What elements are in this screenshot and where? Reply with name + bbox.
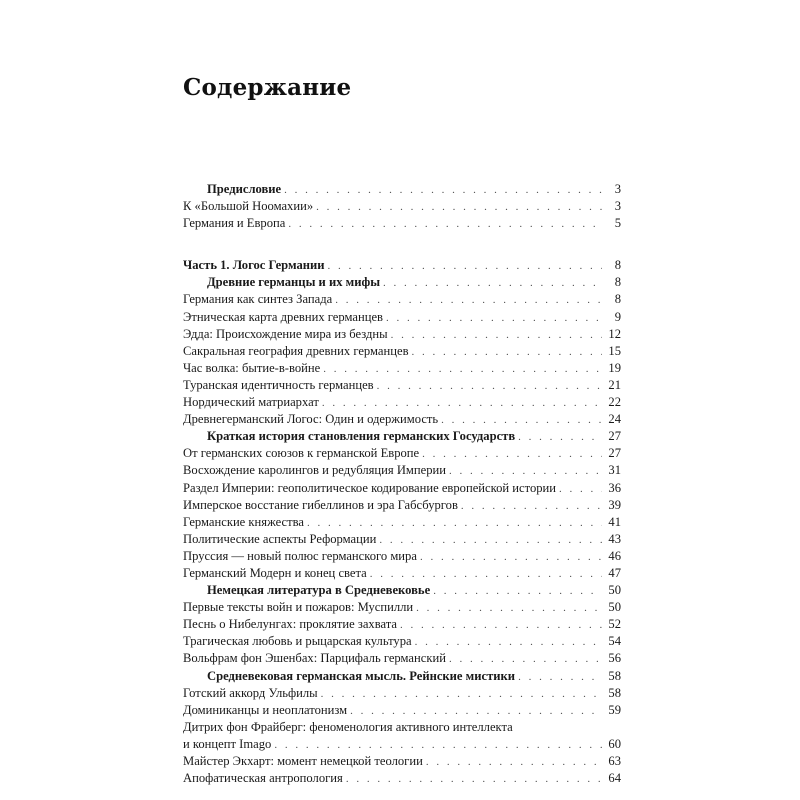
toc-entry[interactable] bbox=[183, 753, 621, 770]
dot-leader bbox=[416, 600, 602, 617]
dot-leader bbox=[415, 634, 602, 651]
dot-leader bbox=[400, 617, 602, 634]
toc-entry-label: От германских союзов к германской Европе bbox=[183, 446, 420, 461]
toc-entry-label: К «Большой Ноомахии» bbox=[183, 199, 314, 214]
toc-entry-label: Готский аккорд Ульфилы bbox=[183, 685, 318, 700]
toc-entry-label: Дитрих фон Фрайберг: феноменология активного интеллекта bbox=[183, 719, 513, 734]
toc-entry-label: Вольфрам фон Эшенбах: Парцифаль германский bbox=[183, 651, 446, 666]
dot-leader bbox=[386, 310, 602, 327]
toc-entry[interactable] bbox=[183, 497, 621, 514]
dot-leader bbox=[346, 771, 602, 788]
toc-page-number: 3 bbox=[614, 182, 621, 196]
dot-leader bbox=[377, 378, 602, 395]
toc-entry-label: Германия как синтез Запада bbox=[183, 292, 333, 307]
toc-entry-label: Краткая история становления германских Государств bbox=[207, 429, 516, 444]
dot-leader bbox=[284, 182, 602, 199]
dot-leader bbox=[328, 258, 602, 275]
toc-page-number: 8 bbox=[614, 275, 621, 290]
toc-page-number: 36 bbox=[608, 480, 621, 495]
toc-section-heading[interactable] bbox=[183, 668, 621, 685]
toc-entry-label: Туранская идентичность германцев bbox=[183, 377, 374, 392]
toc-page-number: 43 bbox=[608, 531, 621, 546]
toc-entry-wrapped-line-1[interactable] bbox=[183, 719, 621, 736]
dot-leader bbox=[559, 481, 602, 498]
toc-entry[interactable] bbox=[183, 198, 621, 215]
toc-entry-label: Древние германцы и их мифы bbox=[207, 275, 381, 290]
toc-entry-label: Предисловие bbox=[207, 182, 282, 196]
toc-section-heading[interactable] bbox=[183, 582, 621, 599]
toc-page-number: 59 bbox=[608, 702, 621, 717]
toc-entry[interactable] bbox=[183, 291, 621, 308]
toc-entry-label: Пруссия — новый полюс германского мира bbox=[183, 548, 417, 563]
dot-leader bbox=[449, 651, 602, 668]
toc-entry-label: Сакральная география древних германцев bbox=[183, 343, 409, 358]
toc-entry-wrapped-line-2[interactable] bbox=[183, 736, 621, 753]
dot-leader bbox=[518, 669, 602, 686]
toc-page-number: 63 bbox=[608, 754, 621, 768]
toc-entry-label: Германские княжества bbox=[183, 514, 304, 529]
toc-part-heading[interactable] bbox=[183, 257, 621, 274]
toc-entry-label: Германский Модерн и конец света bbox=[183, 565, 367, 580]
toc-page-number: 41 bbox=[608, 514, 621, 529]
toc-entry[interactable] bbox=[183, 599, 621, 616]
toc-page-number: 58 bbox=[608, 668, 621, 683]
dot-leader bbox=[322, 395, 602, 412]
toc-page-number: 47 bbox=[608, 565, 621, 580]
toc-entry[interactable] bbox=[183, 215, 621, 232]
toc-entry[interactable] bbox=[183, 770, 621, 787]
toc-page-number: 27 bbox=[608, 446, 621, 461]
toc-intro-block bbox=[183, 181, 621, 232]
toc-page-number: 21 bbox=[608, 377, 621, 392]
toc-entry-label: Германия и Европа bbox=[183, 216, 286, 231]
toc-page-number: 31 bbox=[608, 463, 621, 478]
toc-page-number: 9 bbox=[614, 309, 621, 324]
toc-entry[interactable] bbox=[183, 445, 621, 462]
toc-entry[interactable] bbox=[183, 360, 621, 377]
toc-entry[interactable] bbox=[183, 565, 621, 582]
dot-leader bbox=[433, 583, 602, 600]
toc-page-number: 52 bbox=[608, 617, 621, 632]
toc-page-number: 8 bbox=[614, 258, 621, 273]
dot-leader bbox=[335, 292, 602, 309]
dot-leader bbox=[441, 412, 602, 429]
toc-page-number: 8 bbox=[614, 292, 621, 307]
toc-page-number: 19 bbox=[608, 360, 621, 375]
toc-entry-label: Древнегерманский Логос: Один и одержимость bbox=[183, 412, 439, 427]
toc-entry-label: Политические аспекты Реформации bbox=[183, 531, 377, 546]
toc-entry[interactable] bbox=[183, 514, 621, 531]
toc-entry[interactable] bbox=[183, 462, 621, 479]
dot-leader bbox=[412, 344, 602, 361]
dot-leader bbox=[420, 549, 602, 566]
dot-leader bbox=[391, 327, 602, 344]
toc-page-number: 12 bbox=[608, 326, 621, 341]
toc-entry[interactable] bbox=[183, 480, 621, 497]
toc-entry-label: и концепт Imago bbox=[183, 736, 272, 751]
toc-page-number: 58 bbox=[608, 685, 621, 700]
dot-leader bbox=[449, 463, 602, 480]
toc-entry-label: Первые тексты войн и пожаров: Муспилли bbox=[183, 600, 414, 615]
page-title: Содержание bbox=[183, 74, 352, 101]
toc-entry[interactable] bbox=[183, 548, 621, 565]
toc-page-number: 60 bbox=[608, 736, 621, 751]
dot-leader bbox=[383, 275, 602, 292]
toc-entry[interactable] bbox=[183, 616, 621, 633]
dot-leader bbox=[274, 737, 602, 754]
toc-page-number: 54 bbox=[608, 634, 621, 649]
toc-page-number: 15 bbox=[608, 343, 621, 358]
toc-entry-label: Раздел Империи: геополитическое кодирование европейской истории bbox=[183, 480, 557, 495]
dot-leader bbox=[461, 498, 602, 515]
dot-leader bbox=[422, 446, 602, 463]
toc-page-number: 5 bbox=[614, 216, 621, 231]
toc-entry-label: Песнь о Нибелунгах: проклятие захвата bbox=[183, 617, 398, 632]
dot-leader bbox=[518, 429, 602, 446]
toc-entry-label: Трагическая любовь и рыцарская культура bbox=[183, 634, 412, 649]
section-gap bbox=[183, 232, 621, 257]
toc-entry-label: Доминиканцы и неоплатонизм bbox=[183, 702, 348, 717]
toc-entry-label: Часть 1. Логос Германии bbox=[183, 258, 325, 273]
toc-entry-label: Эдда: Происхождение мира из бездны bbox=[183, 326, 388, 341]
dot-leader bbox=[350, 703, 602, 720]
toc-section-heading[interactable] bbox=[183, 428, 621, 445]
toc-entry-label: Средневековая германская мысль. Рейнские мистики bbox=[207, 668, 516, 683]
toc-entry[interactable] bbox=[183, 343, 621, 360]
toc-entry-label: Час волка: бытие-в-войне bbox=[183, 360, 321, 375]
toc-entry[interactable] bbox=[183, 394, 621, 411]
toc-page-number: 50 bbox=[608, 583, 621, 598]
toc-page-number: 27 bbox=[608, 429, 621, 444]
toc-page-number: 56 bbox=[608, 651, 621, 666]
dot-leader bbox=[379, 532, 602, 549]
toc-entry[interactable] bbox=[183, 650, 621, 667]
toc-entry-label: Апофатическая антропология bbox=[183, 771, 343, 786]
toc-entry-label: Немецкая литература в Средневековье bbox=[207, 583, 431, 598]
toc-page-number: 50 bbox=[608, 600, 621, 615]
dot-leader bbox=[288, 216, 602, 233]
toc-part-block bbox=[183, 257, 621, 719]
toc-entry[interactable] bbox=[183, 309, 621, 326]
toc-entry[interactable] bbox=[183, 377, 621, 394]
dot-leader bbox=[426, 754, 602, 771]
toc-entry[interactable] bbox=[183, 326, 621, 343]
table-of-contents bbox=[183, 181, 621, 787]
toc-entry[interactable] bbox=[183, 633, 621, 650]
toc-page-number: 46 bbox=[608, 548, 621, 563]
toc-entry-label: Восхождение каролингов и редубляция Империи bbox=[183, 463, 447, 478]
toc-entry[interactable] bbox=[183, 411, 621, 428]
toc-entry[interactable] bbox=[183, 685, 621, 702]
toc-entry-label: Нордический матриархат bbox=[183, 395, 319, 410]
toc-page-number: 3 bbox=[614, 199, 621, 214]
toc-entry[interactable] bbox=[183, 531, 621, 548]
toc-entry[interactable] bbox=[183, 702, 621, 719]
toc-entry-label: Этническая карта древних германцев bbox=[183, 309, 383, 324]
toc-entry-label: Имперское восстание гибеллинов и эра Габсбургов bbox=[183, 497, 458, 512]
toc-tail-block bbox=[183, 753, 621, 787]
toc-page-number: 22 bbox=[608, 395, 621, 410]
dot-leader bbox=[321, 686, 602, 703]
dot-leader bbox=[323, 361, 602, 378]
toc-section-heading[interactable] bbox=[183, 181, 621, 198]
toc-entry-label: Майстер Экхарт: момент немецкой теологии bbox=[183, 754, 423, 768]
dot-leader bbox=[370, 566, 602, 583]
toc-page-number: 39 bbox=[608, 497, 621, 512]
toc-page-number: 24 bbox=[608, 412, 621, 427]
toc-section-heading[interactable] bbox=[183, 274, 621, 291]
dot-leader bbox=[307, 515, 602, 532]
toc-page-number: 64 bbox=[608, 771, 621, 786]
dot-leader bbox=[316, 199, 602, 216]
